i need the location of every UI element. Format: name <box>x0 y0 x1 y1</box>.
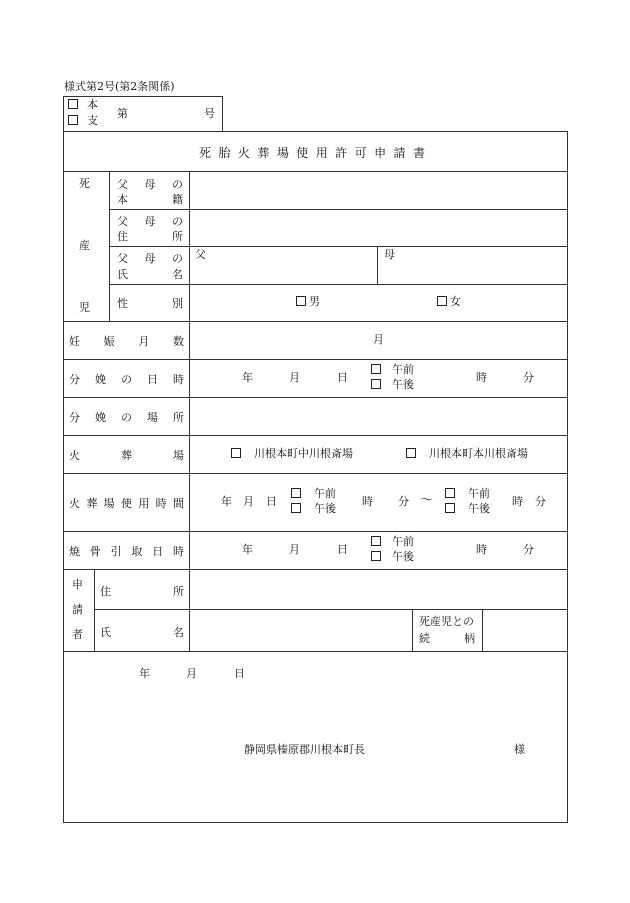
parents-honseki-field[interactable] <box>191 173 565 207</box>
checkbox[interactable] <box>68 99 78 109</box>
checkbox[interactable] <box>445 503 455 513</box>
office-option-main: 本 <box>68 98 98 112</box>
usage-end-pm-option[interactable]: 午後 <box>445 502 490 516</box>
applicant-char-2: 請 <box>72 603 83 616</box>
relation-label-1: 死産児との <box>419 615 474 628</box>
mother-name-label: 母 <box>384 248 395 261</box>
form-number: 様式第2号(第2条関係) <box>64 80 175 93</box>
footer-day-unit: 日 <box>234 667 245 680</box>
form-title-char: 死 <box>199 146 212 160</box>
shisanji-char-2: 産 <box>79 239 90 252</box>
sex-female-option[interactable]: 女 <box>437 295 461 309</box>
birth-pm-option[interactable]: 午後 <box>371 378 414 392</box>
birth-place-label: 分 娩 の 場 所 <box>69 411 184 424</box>
pickup-minute-unit: 分 <box>523 543 534 556</box>
go-label: 号 <box>204 107 215 120</box>
office-option-branch: 支 <box>68 114 98 128</box>
usage-time-label: 火 葬 場 使 用 時 間 <box>69 497 184 510</box>
sex-male-option[interactable]: 男 <box>296 295 320 309</box>
usage-month-unit: 月 <box>243 495 254 508</box>
checkbox[interactable] <box>291 488 301 498</box>
parents-address-label-2: 住 所 <box>117 230 183 243</box>
mother-name-field[interactable] <box>379 262 565 282</box>
form-title-char: 許 <box>335 146 348 160</box>
checkbox[interactable] <box>406 448 416 458</box>
parents-name-label-2: 氏 名 <box>117 268 183 281</box>
bone-pickup-label: 焼 骨 引 取 日 時 <box>69 545 184 558</box>
checkbox[interactable] <box>371 551 381 561</box>
sex-label: 性 別 <box>117 297 183 310</box>
addressee-honorific: 様 <box>514 743 525 756</box>
checkbox[interactable] <box>291 503 301 513</box>
usage-range-tilde: 〜 <box>420 493 434 508</box>
form-title-char: 葬 <box>257 146 270 160</box>
father-name-label: 父 <box>195 248 206 261</box>
usage-end-hour-unit: 時 <box>512 495 523 508</box>
birth-place-field[interactable] <box>191 399 565 433</box>
pickup-month-unit: 月 <box>289 543 300 556</box>
addressee: 静岡県榛原郡川根本町長 <box>244 743 365 756</box>
birth-minute-unit: 分 <box>523 371 534 384</box>
checkbox[interactable] <box>68 115 78 125</box>
relation-field[interactable] <box>484 611 565 649</box>
applicant-address-label: 住 所 <box>100 585 184 598</box>
form-title-char: 書 <box>412 146 425 160</box>
footer-month-unit: 月 <box>186 667 197 680</box>
parents-address-label-1: 父 母 の <box>117 215 183 228</box>
parents-address-field[interactable] <box>191 211 565 244</box>
parents-honseki-label-2: 本 籍 <box>117 193 183 206</box>
father-name-field[interactable] <box>191 262 375 282</box>
pregnancy-label: 妊 娠 月 数 <box>69 335 184 348</box>
birth-month-unit: 月 <box>289 371 300 384</box>
form-title-char: 可 <box>354 146 367 160</box>
usage-year-unit: 年 <box>221 495 232 508</box>
form-title-char: 火 <box>237 146 250 160</box>
form-title-char: 場 <box>276 146 289 160</box>
pickup-am-option[interactable]: 午前 <box>371 535 414 549</box>
applicant-address-field[interactable] <box>191 571 565 607</box>
birth-hour-unit: 時 <box>476 371 487 384</box>
applicant-char-3: 者 <box>72 628 83 641</box>
shisanji-char-1: 死 <box>79 177 90 190</box>
form-title-char: 使 <box>296 146 309 160</box>
dai-label: 第 <box>117 107 128 120</box>
applicant-name-field[interactable] <box>191 611 410 649</box>
usage-start-am-option[interactable]: 午前 <box>291 487 336 501</box>
form-title-char: 用 <box>315 146 328 160</box>
pickup-pm-option[interactable]: 午後 <box>371 550 414 564</box>
pregnancy-month-unit: 月 <box>373 333 384 346</box>
parents-honseki-label-1: 父 母 の <box>117 178 183 191</box>
usage-end-minute-unit: 分 <box>535 495 546 508</box>
parents-name-label-1: 父 母 の <box>117 252 183 265</box>
applicant-name-label: 氏 名 <box>100 626 184 639</box>
pickup-year-unit: 年 <box>242 543 253 556</box>
checkbox[interactable] <box>445 488 455 498</box>
form-title-char: 胎 <box>218 146 231 160</box>
crematorium-option-honkawane[interactable]: 川根本町本川根斎場 <box>406 447 528 461</box>
birth-datetime-label: 分 娩 の 日 時 <box>69 373 184 386</box>
checkbox[interactable] <box>231 448 241 458</box>
usage-end-am-option[interactable]: 午前 <box>445 487 490 501</box>
checkbox[interactable] <box>371 364 381 374</box>
checkbox[interactable] <box>437 296 447 306</box>
checkbox[interactable] <box>296 296 306 306</box>
birth-day-unit: 日 <box>337 371 348 384</box>
form-title-char: 請 <box>393 146 406 160</box>
pickup-hour-unit: 時 <box>476 543 487 556</box>
form-title <box>199 144 425 161</box>
applicant-char-1: 申 <box>72 578 83 591</box>
usage-start-pm-option[interactable]: 午後 <box>291 502 336 516</box>
checkbox[interactable] <box>371 536 381 546</box>
birth-year-unit: 年 <box>242 371 253 384</box>
usage-start-minute-unit: 分 <box>398 495 409 508</box>
birth-am-option[interactable]: 午前 <box>371 363 414 377</box>
usage-day-unit: 日 <box>266 495 277 508</box>
form-title-char: 申 <box>374 146 387 160</box>
footer-year-unit: 年 <box>139 667 150 680</box>
usage-start-hour-unit: 時 <box>362 495 373 508</box>
checkbox[interactable] <box>371 379 381 389</box>
relation-label-2: 続 柄 <box>419 632 475 645</box>
shisanji-char-3: 児 <box>79 301 90 314</box>
crematorium-option-nakakawane[interactable]: 川根本町中川根斎場 <box>231 447 353 461</box>
crematorium-label: 火 葬 場 <box>69 449 184 462</box>
pickup-day-unit: 日 <box>337 543 348 556</box>
